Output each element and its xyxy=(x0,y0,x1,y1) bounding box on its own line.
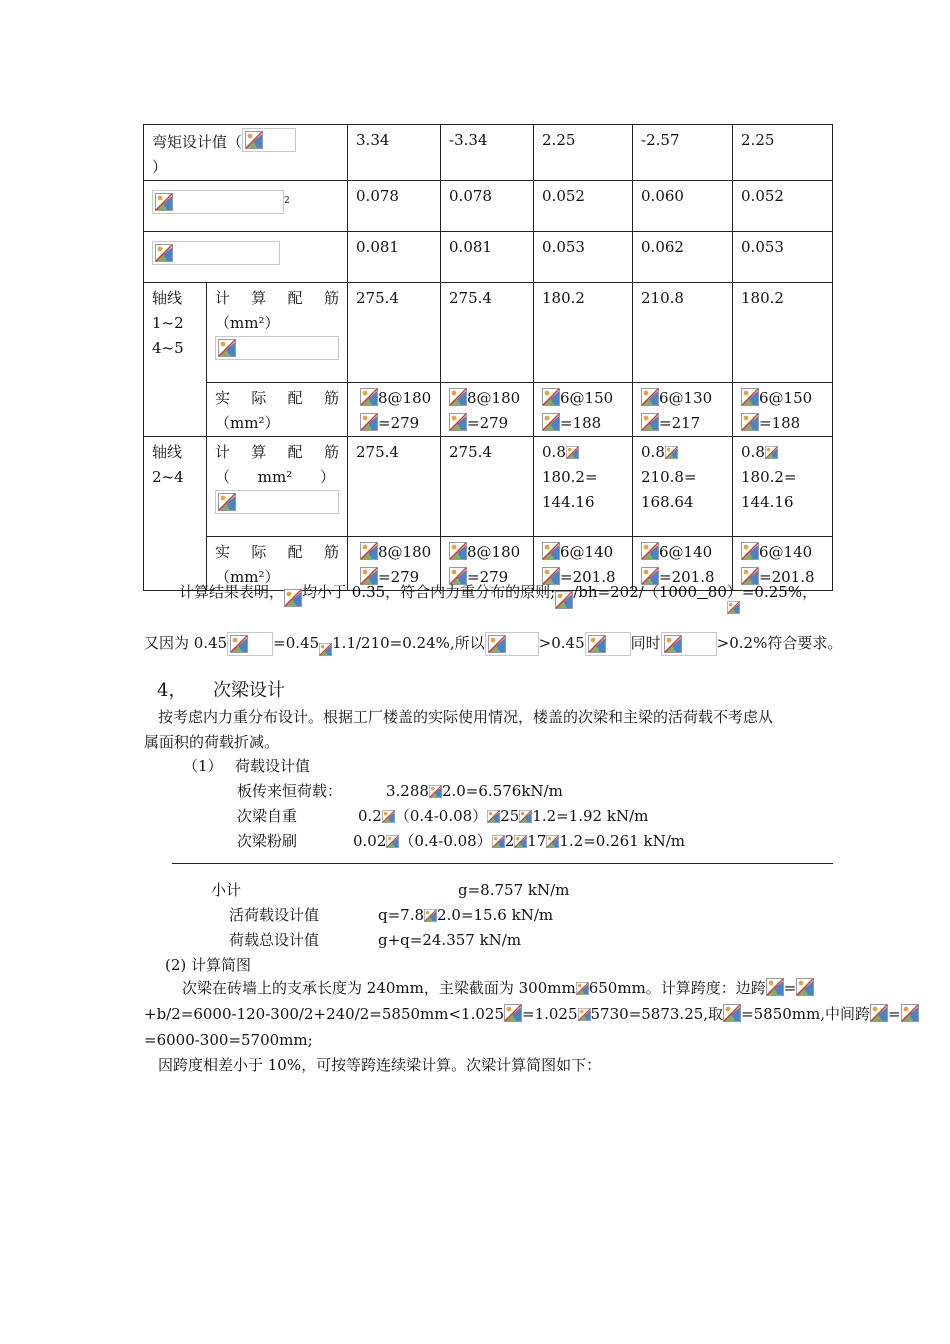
broken-image-icon xyxy=(546,835,559,848)
subtotal-label: 小计 xyxy=(211,881,242,899)
table-row-axis1-actual xyxy=(144,383,833,437)
broken-image-icon xyxy=(741,542,759,560)
table-cell: 6@150 =188 xyxy=(534,383,633,437)
broken-image-icon xyxy=(588,635,606,653)
table-cell: 0.081 xyxy=(441,232,534,283)
broken-image-icon xyxy=(641,388,659,406)
table-row-axis1-calc xyxy=(144,283,833,383)
broken-image-icon xyxy=(641,542,659,560)
broken-image-icon xyxy=(218,339,236,357)
table-row-moment xyxy=(144,125,833,181)
broken-image-icon xyxy=(514,835,527,848)
table-cell: 275.4 xyxy=(348,283,441,383)
image-placeholder xyxy=(215,490,339,514)
live-load-label: 活荷载设计值 xyxy=(229,906,320,924)
broken-image-icon xyxy=(382,810,395,823)
axis1-actual-label-cell: 实 际 配 筋 （mm²） xyxy=(207,383,348,437)
table-row-xi xyxy=(144,232,833,283)
alpha-label-cell: 2 xyxy=(144,181,348,232)
subsection-1-number: （1） xyxy=(183,757,223,775)
broken-image-icon xyxy=(641,413,659,431)
table-cell: -2.57 xyxy=(633,125,733,181)
broken-image-icon xyxy=(741,413,759,431)
table-cell: 180.2 xyxy=(534,283,633,383)
load-3-value: 0.02 （0.4-0.08） 2 17 1.2=0.261 kN/m xyxy=(353,832,685,850)
table-cell: 0.052 xyxy=(733,181,833,232)
image-placeholder xyxy=(227,632,273,656)
broken-image-icon xyxy=(723,1004,741,1022)
table-cell: 8@180 =279 xyxy=(441,537,534,591)
xi-label-cell xyxy=(144,232,348,283)
table-cell: 8@180 =279 xyxy=(441,383,534,437)
broken-image-icon xyxy=(319,643,332,656)
broken-image-icon xyxy=(741,388,759,406)
broken-image-icon xyxy=(765,446,778,459)
result-line-2: 又因为 0.45 =0.45 1.1/210=0.24%,所以 >0.45 同时 >0.2%符合要求。 xyxy=(144,632,842,656)
load-2-value: 0.2 （0.4-0.08） 25 1.2=1.92 kN/m xyxy=(358,807,649,825)
table-cell: 275.4 xyxy=(348,437,441,537)
table-cell: 0.078 xyxy=(348,181,441,232)
load-1-label: 板传来恒荷载： xyxy=(237,782,343,800)
table-cell: 0.060 xyxy=(633,181,733,232)
broken-image-icon xyxy=(449,388,467,406)
table-cell: 0.052 xyxy=(534,181,633,232)
table-cell: -3.34 xyxy=(441,125,534,181)
broken-image-icon xyxy=(665,446,678,459)
broken-image-icon xyxy=(901,1004,919,1022)
table-cell: 210.8 xyxy=(633,283,733,383)
table-cell: 6@140 =201.8 xyxy=(733,537,833,591)
load-3-label: 次梁粉刷 xyxy=(237,832,298,850)
broken-image-icon xyxy=(245,131,263,149)
broken-image-icon xyxy=(542,388,560,406)
table-cell: 0.062 xyxy=(633,232,733,283)
broken-image-icon xyxy=(284,589,302,607)
broken-image-icon xyxy=(155,193,173,211)
broken-image-icon xyxy=(542,413,560,431)
broken-image-icon xyxy=(492,835,505,848)
table-cell: 275.4 xyxy=(441,283,534,383)
subtotal-value: g=8.757 kN/m xyxy=(458,881,570,899)
load-1-value: 3.288 2.0=6.576kN/m xyxy=(386,782,563,800)
reinforcement-table xyxy=(143,124,833,591)
broken-image-icon xyxy=(555,591,573,609)
axis1-calc-label-cell: 计 算 配 筋 （mm²） xyxy=(207,283,348,383)
table-row-axis2-calc xyxy=(144,437,833,537)
subsection-1-title: 荷载设计值 xyxy=(235,757,311,775)
section-number: 4， xyxy=(157,680,187,701)
table-cell: 180.2 xyxy=(733,283,833,383)
broken-image-icon xyxy=(360,388,378,406)
broken-image-icon xyxy=(424,909,437,922)
image-placeholder xyxy=(661,632,717,656)
table-cell: 0.081 xyxy=(348,232,441,283)
broken-image-icon xyxy=(449,413,467,431)
broken-image-icon xyxy=(360,542,378,560)
axis1-label-cell: 轴线 1~2 4~5 xyxy=(144,283,207,437)
broken-image-icon xyxy=(566,446,579,459)
axis2-label-cell: 轴线 2~4 xyxy=(144,437,207,591)
broken-image-icon xyxy=(578,1008,591,1021)
table-cell: 0.8 180.2= 144.16 xyxy=(733,437,833,537)
span-line-3: =6000-300=5700mm; xyxy=(144,1031,313,1049)
table-cell: 0.8 180.2= 144.16 xyxy=(534,437,633,537)
broken-image-icon xyxy=(360,413,378,431)
table-cell: 0.8 210.8= 168.64 xyxy=(633,437,733,537)
table-cell: 6@140 =201.8 xyxy=(633,537,733,591)
intro-line-1: 按考虑内力重分布设计。根据工厂楼盖的实际使用情况，楼盖的次梁和主梁的活荷载不考虑从 xyxy=(158,708,774,726)
broken-image-icon xyxy=(488,635,506,653)
broken-image-icon xyxy=(487,810,500,823)
span-line-2: +b/2=6000-120-300/2+240/2=5850mm<1.025 =1.025 5730=5873.25,取 =5850mm,中间跨 = xyxy=(144,1004,919,1024)
broken-image-icon xyxy=(796,978,814,996)
broken-image-icon xyxy=(504,1004,522,1022)
moment-label-cell: 弯矩设计值（ ） xyxy=(144,125,348,181)
table-cell: 8@180 =279 xyxy=(348,383,441,437)
total-load-value: g+q=24.357 kN/m xyxy=(378,931,522,949)
table-cell: 6@140 =201.8 xyxy=(534,537,633,591)
image-placeholder xyxy=(152,241,280,265)
broken-image-icon xyxy=(155,244,173,262)
table-cell: 8@180 =279 xyxy=(348,537,441,591)
table-cell: 2.25 xyxy=(534,125,633,181)
table-cell: 275.4 xyxy=(441,437,534,537)
total-load-label: 荷载总设计值 xyxy=(229,931,320,949)
image-placeholder xyxy=(215,336,339,360)
image-placeholder xyxy=(485,632,539,656)
broken-image-icon xyxy=(386,835,399,848)
table-cell: 3.34 xyxy=(348,125,441,181)
table-cell: 0.053 xyxy=(534,232,633,283)
broken-image-icon xyxy=(870,1004,888,1022)
subsection-2-title: (2) 计算简图 xyxy=(165,956,252,974)
subtotal-divider xyxy=(172,863,833,864)
image-placeholder xyxy=(585,632,631,656)
table-cell: 0.078 xyxy=(441,181,534,232)
broken-image-icon xyxy=(766,978,784,996)
section-title: 次梁设计 xyxy=(213,680,285,701)
image-placeholder xyxy=(242,128,296,152)
table-cell: 2.25 xyxy=(733,125,833,181)
live-load-value: q=7.8 2.0=15.6 kN/m xyxy=(378,906,554,924)
result-subscript-icon xyxy=(727,597,740,617)
load-2-label: 次梁自重 xyxy=(237,807,298,825)
span-line-1: 次梁在砖墙上的支承长度为 240mm，主梁截面为 300mm 650mm。计算跨度：边跨 = xyxy=(182,978,814,998)
table-row-alpha xyxy=(144,181,833,232)
broken-image-icon xyxy=(519,810,532,823)
intro-line-2: 属面积的荷载折减。 xyxy=(144,733,280,751)
broken-image-icon xyxy=(664,635,682,653)
table-cell: 0.053 xyxy=(733,232,833,283)
result-line-1: 计算结果表明， 均小于 0.35，符合内力重分布的原则; /bh=202/（1000 80）=0.25%， xyxy=(179,582,817,609)
broken-image-icon xyxy=(218,493,236,511)
image-placeholder xyxy=(152,190,284,214)
conclusion-line: 因跨度相差小于 10%，可按等跨连续梁计算。次梁计算简图如下： xyxy=(158,1056,602,1074)
broken-image-icon xyxy=(429,785,442,798)
broken-image-icon xyxy=(449,542,467,560)
broken-image-icon xyxy=(542,542,560,560)
axis2-calc-label-cell: 计 算 配 筋 （ mm² ） xyxy=(207,437,348,537)
broken-image-icon xyxy=(230,635,248,653)
table-cell: 6@130 =217 xyxy=(633,383,733,437)
axis2-actual-label-cell: 实 际 配 筋 （mm²） xyxy=(207,537,348,591)
broken-image-icon xyxy=(576,982,589,995)
table-cell: 6@150 =188 xyxy=(733,383,833,437)
broken-image-icon xyxy=(727,601,740,614)
